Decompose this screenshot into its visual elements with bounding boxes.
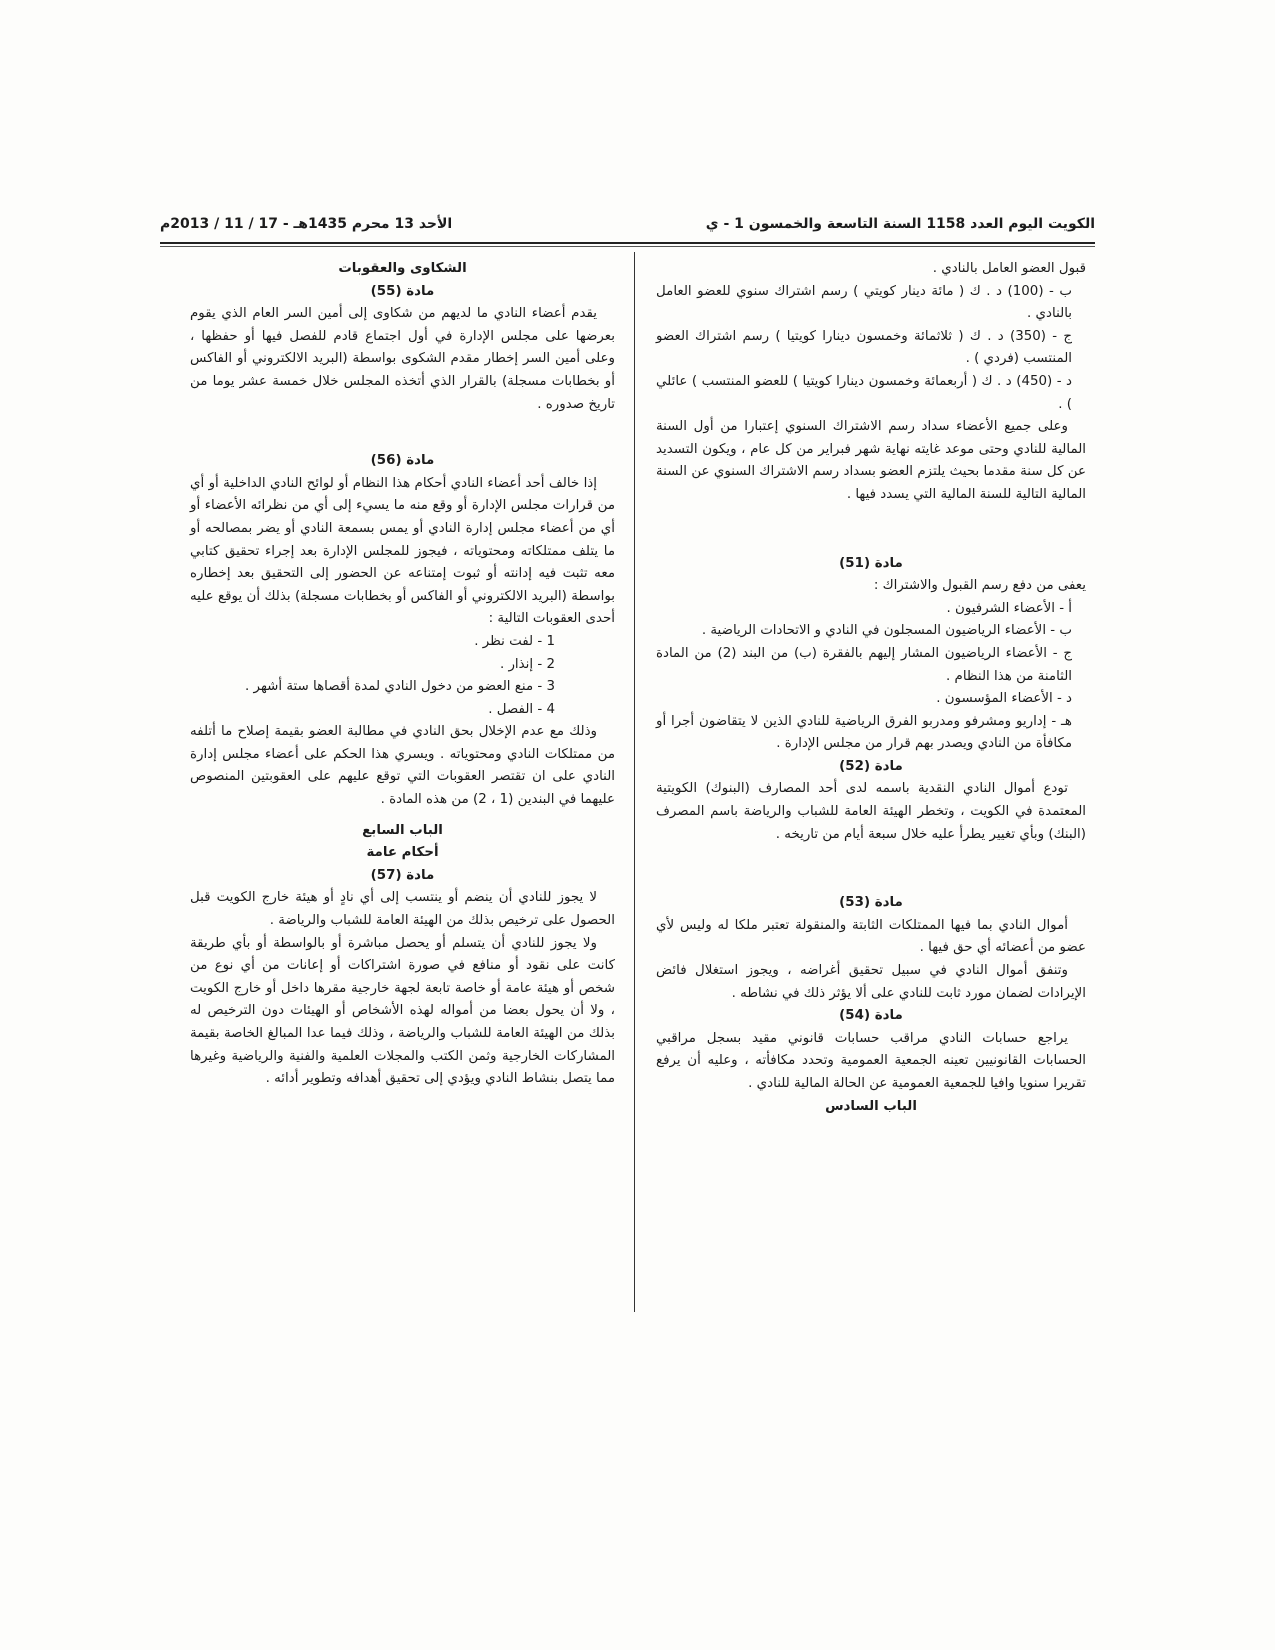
right-column [656, 258, 1086, 1118]
fee-payment-paragraph: وعلى جميع الأعضاء سداد رسم الاشتراك السنوي إعتبارا من أول السنة المالية للنادي وحتى موعد غايته نهاية شهر فبراير من كل عام ، ويكون التسديد عن كل سنة مقدما بحيث يلتزم العضو بسداد رسم الاشتراك السنوي عن السنة المالية التالية للسنة المالية التي يسدد فيها . [656, 419, 1086, 502]
page-header [160, 216, 1095, 238]
header-date: الأحد 13 محرم 1435هـ - 17 / 11 / 2013م [160, 216, 453, 232]
fee-line-b: ب - (100) د . ك ( مائة دينار كويتي ) رسم اشتراك سنوي للعضو العامل بالنادي . [656, 283, 1072, 322]
article-53-para-1: أموال النادي بما فيها الممتلكات الثابتة والمنقولة تعتبر ملكا له وليس لأي عضو من أعضائه أي حق فيها . [656, 917, 1086, 956]
fee-line-d: د - (450) د . ك ( أربعمائة وخمسون دينارا كويتيا ) للعضو المنتسب ) عائلي ) . [656, 373, 1072, 412]
fee-line-c: ج - (350) د . ك ( ثلاثمائة وخمسون دينارا كويتيا ) رسم اشتراك العضو المنتسب (فردي ) . [656, 328, 1072, 367]
penalty-4: 4 - الفصل . [488, 701, 555, 717]
article-56-heading: مادة (56) [370, 453, 435, 469]
article-57-para-1: لا يجوز للنادي أن ينضم أو ينتسب إلى أي نادٍ أو هيئة خارج الكويت قبل الحصول على ترخيص بذلك من الهيئة العامة للشباب والرياضة . [190, 890, 615, 929]
article-54-text: يراجع حسابات النادي مراقب حسابات قانوني مقيد بسجل مراقبي الحسابات القانونيين تعينه الجمعية العمومية وتحدد مكافأته ، وعليه أن يرفع تقريرا سنويا وافيا للجمعية العمومية عن الحالة المالية للنادي . [656, 1030, 1086, 1091]
article-57-heading: مادة (57) [370, 867, 435, 883]
section-title-complaints: الشكاوى والعقوبات [338, 261, 467, 276]
penalty-2: 2 - إنذار . [499, 656, 555, 672]
article-51-item-e: هـ - إداريو ومشرفو ومدربو الفرق الرياضية للنادي الذين لا يتقاضون أجرا أو مكافأة من النادي ويصدر بهم قرار من مجلس الإدارة . [656, 713, 1072, 752]
article-54-heading: مادة (54) [839, 1008, 903, 1024]
article-53-heading: مادة (53) [839, 895, 903, 911]
article-51-item-a: أ - الأعضاء الشرفيون . [946, 600, 1072, 616]
column-divider [634, 252, 635, 1312]
article-52-text: تودع أموال النادي النقدية باسمه لدى أحد المصارف (البنوك) الكويتية المعتمدة في الكويت ، وتخطر الهيئة العامة للشباب والرياضة باسم المصرف (البنك) وبأي تغيير يطرأ عليه خلال سبعة أيام من تاريخه . [656, 781, 1086, 842]
article-51-item-c: ج - الأعضاء الرياضيون المشار إليهم بالفقرة (ب) من البند (2) من المادة الثامنة من هذا النظام . [656, 645, 1072, 684]
fee-line-a-tail: قبول العضو العامل بالنادي . [932, 261, 1086, 276]
article-57-para-2: ولا يجوز للنادي أن يتسلم أو يحصل مباشرة أو بالواسطة أو بأي طريقة كانت على نقود أو منافع في صورة اشتراكات أو إعانات من أي نوع من شخص أو هيئة عامة أو خاصة تابعة لجهة خارجية مقرها داخل أو خارج الكويت ، ولا أن يحول بعضا من أمواله لهذه الأشخاص أو الهيئات دون الترخيص له بذلك من الهيئة العامة للشباب والرياضة ، وذلك فيما عدا المبالغ الخاصة بقيمة المشاركات الخارجية وثمن الكتب والمجلات العلمية والفنية والرياضية وغيرها مما يتصل بنشاط النادي ويؤدي إلى تحقيق أهدافه وتطوير أدائه . [190, 935, 615, 1087]
chapter-7-heading: الباب السابع [362, 822, 443, 838]
article-51-item-d: د - الأعضاء المؤسسون . [936, 691, 1072, 707]
article-53-para-2: وتنفق أموال النادي في سبيل تحقيق أغراضه ، ويجوز استغلال فائض الإيرادات لضمان مورد ثابت للنادي على ألا يؤثر ذلك في نشاطه . [656, 963, 1086, 1001]
header-rule [160, 242, 1095, 244]
article-56-text: إذا خالف أحد أعضاء النادي أحكام هذا النظام أو لوائح النادي الداخلية أو أي من قرارات مجلس الإدارة أو وقع منه ما يسيء إلى أي من نظرائه الأعضاء أو أي من أعضاء مجلس إدارة النادي أو يمس بسمعة النادي أو يضر بمصالحه أو ما يتلف ممتلكاته ومحتوياته ، فيجوز للمجلس الإدارة بعد إجراء تحقيق كتابي معه تثبت فيه إدانته أو ثبوت إمتناعه عن الحضور إلى التحقيق بعد إخطاره بواسطة (البريد الالكتروني أو الفاكس أو بخطابات مسجلة) بذلك أن يوقع عليه أحدى العقوبات التالية : [190, 475, 615, 627]
article-56-tail: وذلك مع عدم الإخلال بحق النادي في مطالبة العضو بقيمة إصلاح ما أتلفه من ممتلكات النادي ومحتوياته . ويسري هذا الحكم على أعضاء مجلس إدارة النادي على ان تقتصر العقوبات التي توقع عليهم على العقوبتين المنصوص عليهما في البندين (1 ، 2) من هذه المادة . [190, 724, 615, 808]
penalty-3: 3 - منع العضو من دخول النادي لمدة أقصاها ستة أشهر . [245, 679, 555, 695]
article-51-intro: يعفى من دفع رسم القبول والاشتراك : [873, 578, 1086, 594]
chapter-7-title: أحكام عامة [366, 845, 439, 861]
article-51-item-b: ب - الأعضاء الرياضيون المسجلون في النادي و الاتحادات الرياضية . [701, 623, 1072, 639]
header-rule-thin [160, 246, 1095, 247]
article-55-heading: مادة (55) [370, 283, 435, 299]
left-column [190, 258, 615, 1091]
chapter-6-heading: الباب السادس [825, 1098, 917, 1114]
article-55-text: يقدم أعضاء النادي ما لديهم من شكاوى إلى أمين السر العام الذي يقوم بعرضها على مجلس الإدارة في أول اجتماع قادم للفصل فيها أو حفظها ، وعلى أمين السر إخطار مقدم الشكوى بواسطة (البريد الالكتروني أو الفاكس أو بخطابات مسجلة) بالقرار الذي أتخذه المجلس خلال خمسة عشر يوما من تاريخ صدوره . [190, 306, 615, 412]
penalty-1: 1 - لفت نظر . [474, 633, 555, 649]
header-publication: الكويت اليوم العدد 1158 السنة التاسعة والخمسون 1 - ي [705, 216, 1095, 232]
article-52-heading: مادة (52) [839, 758, 903, 774]
article-51-heading: مادة (51) [839, 555, 903, 571]
